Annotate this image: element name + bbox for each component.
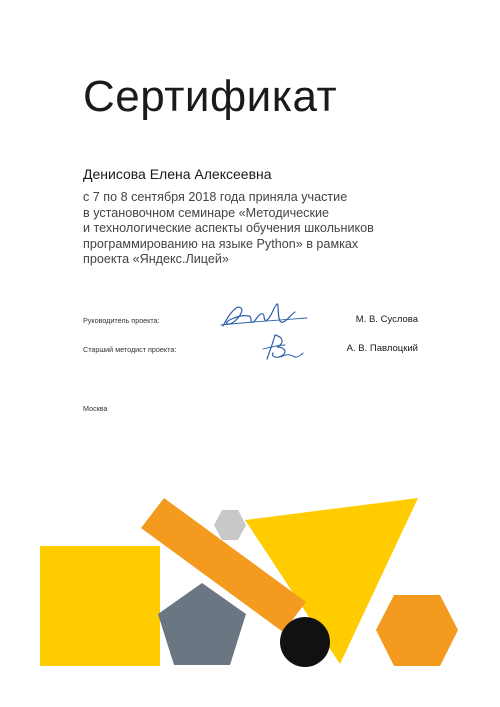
slate-pentagon-shape bbox=[158, 583, 246, 665]
city-label: Москва bbox=[83, 404, 108, 413]
body-line: с 7 по 8 сентября 2018 года приняла участие bbox=[83, 190, 348, 204]
signature-suslova bbox=[219, 300, 309, 334]
decorative-shapes bbox=[0, 480, 500, 707]
signatory-row-project-lead bbox=[83, 308, 418, 332]
signatory-role: Старший методист проекта: bbox=[83, 345, 177, 354]
body-line: в установочном семинаре «Методические bbox=[83, 205, 330, 220]
signatory-role: Руководитель проекта: bbox=[83, 316, 160, 325]
signatory-name: М. В. Суслова bbox=[355, 314, 418, 325]
signatory-name: А. В. Павлоцкий bbox=[346, 343, 418, 354]
gray-hexagon-shape bbox=[214, 510, 246, 540]
certificate-title: Сертификат bbox=[83, 72, 338, 121]
yellow-square-shape bbox=[40, 546, 160, 666]
certificate-body bbox=[83, 190, 423, 268]
recipient-name: Денисова Елена Алексеевна bbox=[83, 166, 272, 182]
black-circle-shape bbox=[280, 617, 330, 667]
body-line: и технологические аспекты обучения школьников bbox=[83, 221, 374, 235]
body-line: проекта «Яндекс.Лицей» bbox=[83, 252, 229, 266]
signature-pavlotsky bbox=[261, 331, 305, 363]
orange-hexagon-shape bbox=[376, 595, 458, 666]
signatory-row-senior-methodologist bbox=[83, 337, 418, 361]
body-line: программированию на языке Python» в рамках bbox=[83, 236, 359, 251]
